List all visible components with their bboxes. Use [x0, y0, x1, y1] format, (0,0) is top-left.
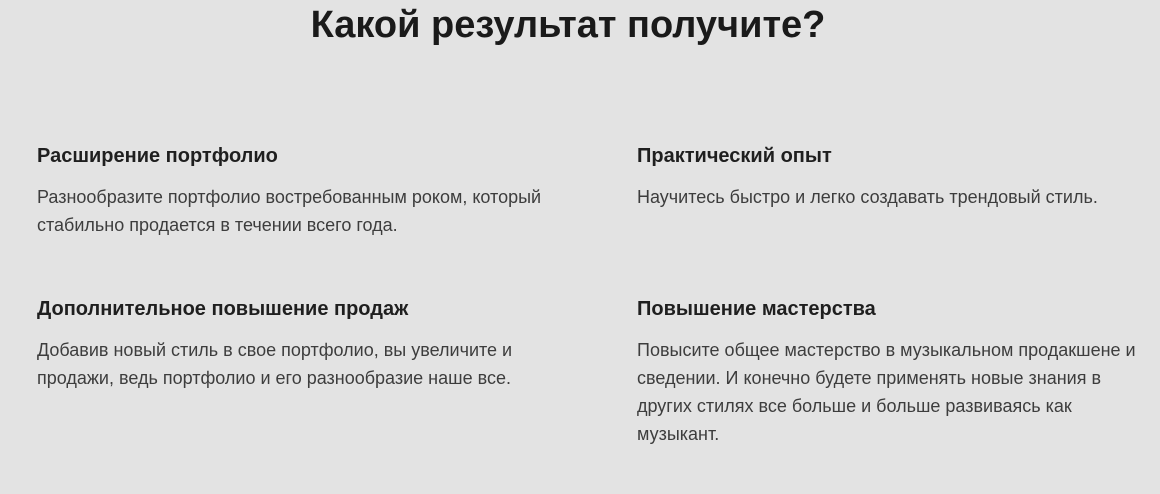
result-item-heading: Практический опыт — [637, 145, 832, 167]
results-grid — [37, 143, 1160, 448]
result-item-practical-experience — [637, 143, 1160, 239]
result-item-heading: Повышение мастерства — [637, 298, 876, 320]
result-item-sales-increase — [37, 296, 637, 448]
result-item-heading: Расширение портфолио — [37, 145, 278, 167]
result-item-heading: Дополнительное повышение продаж — [37, 298, 409, 320]
result-item-text: Разнообразите портфолио востребованным роком, который стабильно продается в течении всего года. — [37, 187, 542, 235]
result-item-text: Научитесь быстро и легко создавать трендовый стиль. — [637, 187, 1098, 207]
result-item-text: Повысите общее мастерство в музыкальном продакшене и сведении. И конечно будете применять новые знания в других стилях все больше и больше развиваясь как музыкант. — [637, 340, 1136, 444]
section-title: Какой результат получите? — [310, 4, 826, 46]
result-item-portfolio-expansion — [37, 143, 637, 239]
result-item-text: Добавив новый стиль в свое портфолио, вы увеличите и продажи, ведь портфолио и его разнообразие наше все. — [37, 340, 513, 388]
result-item-mastery-improvement — [637, 296, 1160, 448]
